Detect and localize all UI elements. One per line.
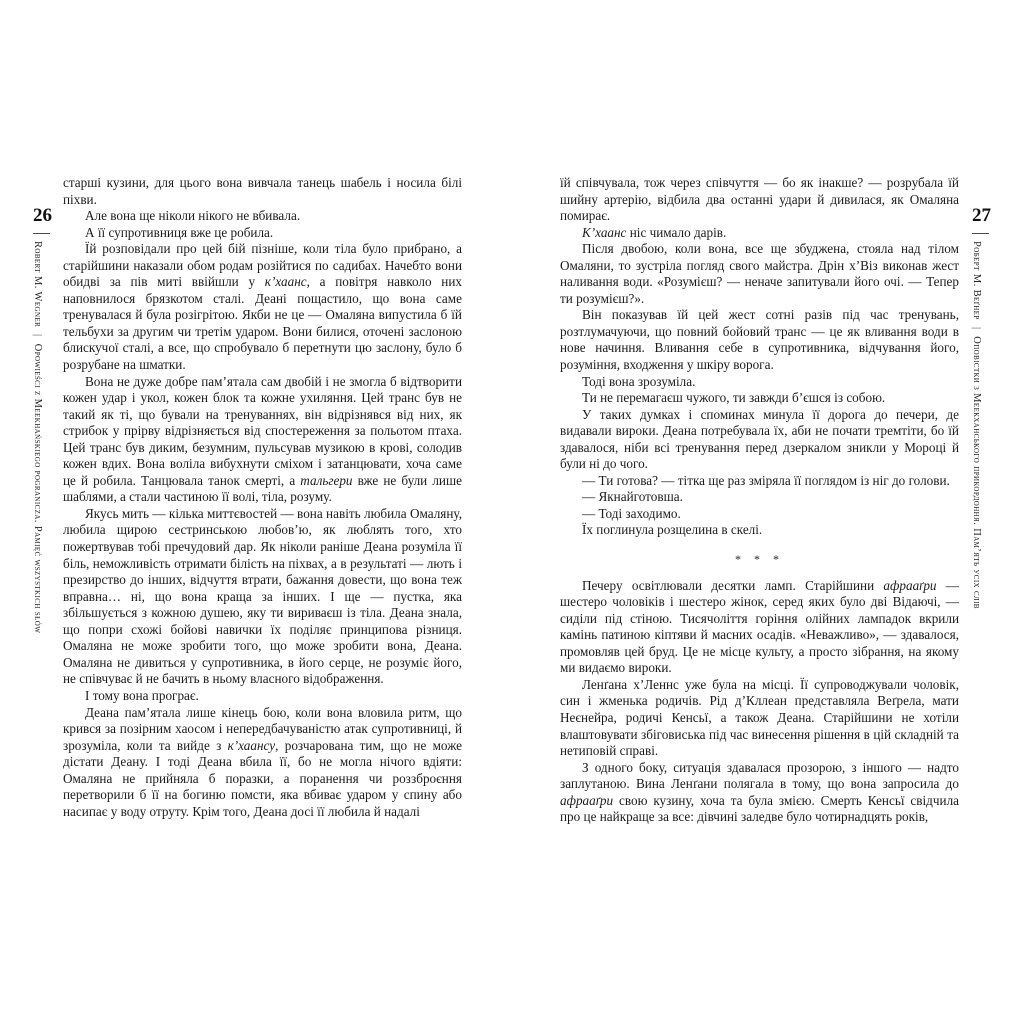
text-run: — Тоді заходимо. — [582, 505, 681, 521]
text-run: Тоді вона зрозуміла. — [582, 373, 696, 389]
text-paragraph — [63, 175, 462, 208]
text-run: Ти не перемагаєш чужого, ти завжди б’єшся із собою. — [582, 390, 886, 406]
folio-divider-rule-right — [972, 233, 989, 234]
text-paragraph — [560, 407, 959, 473]
text-paragraph — [560, 522, 959, 539]
italic-term: афрааґри — [560, 792, 614, 808]
text-paragraph — [560, 241, 959, 307]
margin-caption-divider-left: | — [32, 334, 43, 337]
text-paragraph — [63, 705, 462, 821]
text-paragraph — [63, 688, 462, 705]
margin-caption-left — [32, 241, 43, 633]
text-run: — Ти готова? — тітка ще раз зміряла її поглядом із ніг до голови. — [582, 472, 950, 488]
margin-author-left: Robert M. Wegner — [32, 241, 43, 328]
text-paragraph — [560, 760, 959, 826]
text-paragraph — [560, 473, 959, 490]
text-run: Деана пам’ятала лише кінець бою, коли вона вловила ритм, що крився за позірним хаосом і непередбачуваністю атак супротивниці, й зрозуміла, коли та вийде з — [63, 704, 462, 753]
text-paragraph — [63, 208, 462, 225]
text-paragraph — [560, 225, 959, 242]
text-paragraph — [560, 307, 959, 373]
text-run: А її супротивниця вже це робила. — [85, 224, 274, 240]
text-paragraph — [63, 506, 462, 688]
text-run: — Якнайготовша. — [582, 489, 683, 505]
text-run: , а повітря навколо них наповнилося брязкотом сталі. Деані пощастило, що вона саме тренувалася й була розігрітою. Якби не це — Омаляна випустила б їй тельбухи за другим чи третім ударом. Вони билися, оточені заслоною блискучої сталі, а все, що спробувало б перетнути цю заслону, було б розрубане на шматки. — [63, 274, 462, 373]
text-run: їй співчувала, тож через співчуття — бо як інакше? — розрубала їй шийну артерію, відбила два останні удари й дивилася, як Омаляна помирає. — [560, 175, 959, 224]
text-column-page-27 — [560, 175, 959, 826]
italic-term: К’хаанс — [582, 224, 627, 240]
scene-break-separator: * * * — [735, 552, 784, 567]
text-run: ніс чимало дарів. — [626, 224, 727, 240]
text-run: старші кузини, для цього вона вивчала танець шабель і носила білі піхви. — [63, 175, 462, 207]
text-paragraph — [560, 390, 959, 407]
italic-term: афрааґри — [883, 577, 937, 593]
text-run: Їх поглинула розщелина в скелі. — [582, 522, 763, 538]
text-run: Вона не дуже добре пам’ятала сам двобій і не змогла б відтворити кожен удар і укол, кожен блок та кожне ухиляння. Цей транс був не такий як ті, що бували на тренуваннях, він відрізнявся від них, як стрибок у прірву відрізняється від спостереження за польотом птаха. Цей транс був диким, безумним, пульсував музикою в крові, солодив кожен вдих. Вона воліла вибухнути сміхом і затанцювати, хоча саме це й робила. Танцювала танок смерті, а — [63, 373, 462, 488]
text-run: Печеру освітлювали десятки ламп. Старійшини — [582, 577, 884, 593]
italic-term: к’хаанс — [264, 274, 307, 290]
text-run: Їй розповідали про цей бій пізніше, коли тіла було прибрано, а старійшини наказали обом родам розійтися по садибах. Начебто вони обидві за пів миті ввійшли у — [63, 241, 462, 290]
text-paragraph — [560, 677, 959, 760]
margin-title-left: Opowieści z Meekhańskiego pogranicza. Pamięć wszystkich słów — [32, 343, 43, 634]
text-paragraph — [63, 374, 462, 506]
margin-author-right: Роберт М. Веґнер — [971, 241, 982, 320]
text-run: Він показував їй цей жест сотні разів під час тренувань, розтлумачуючи, що повний бойовий транс — це як вливання води в нове начиння. Вливання себе в супротивника, відчування його, розуміння, входження у шкіру ворога. — [560, 307, 959, 373]
text-run: — шестеро чоловіків і шестеро жінок, серед яких було дві Відаючі, — сиділи під стіною. Тисячоліття горіння олійних лампадок вкрили камінь патиною кіптяви й масних осадів. «Неважливо», — здавалося, промовляв цей бруд. Це не місце культу, а просто зібрання, на якому ми видаємо вироки. — [560, 577, 959, 676]
text-run: У таких думках і споминах минула її дорога до печери, де видавали вироки. Деана потребувала їх, аби не почати тремтіти, бо їй здавалося, ніби всі тренування перед дзеркалом зникли у Мороці й були ні до чого. — [560, 406, 959, 472]
text-run: І тому вона програє. — [85, 687, 199, 703]
italic-term: тальгери — [300, 472, 353, 488]
text-run: Якусь мить — кілька миттєвостей — вона навіть любила Омаляну, любила щирою сестринською любов’ю, як люблять того, хто пожертвував тобі пречудовий дар. Як ніколи раніше Деана розуміла її біль, неможливість отримати білість на піхвах, а в результаті — лють і презирство до інших, відчуття втрати, бажання довести, що вона теж вправна… ні, що вона краща за інших. І ще — пустка, яка збільшується з кожною душею, яку ти вириваєш із тіла. Деана знала, що попри схожі бойові навички їх поділяє принципова різниця. Омаляна не може зробити того, що може зробити вона, Деана. Омаляна не дивиться у супротивника, в його серце, не розуміє його, не співчуває й не бачить в ньому власного відображення. — [63, 505, 462, 687]
margin-title-right: Оповістки з Меекханського прикордоння. Пам’ять усіх слів — [971, 336, 982, 609]
text-paragraph — [560, 374, 959, 391]
text-run: Після двобою, коли вона, все ще збуджена, стояла над тілом Омаляни, то зустріла погляд свого майстра. Дрін х’Віз виконав жест наливання води. «Розумієш? — неначе запитували його очі. — Тепер ти розумієш?». — [560, 241, 959, 306]
text-paragraph — [560, 578, 959, 677]
text-paragraph — [560, 506, 959, 523]
text-paragraph — [63, 241, 462, 373]
text-run: Але вона ще ніколи нікого не вбивала. — [85, 208, 301, 224]
page-number-left: 26 — [33, 205, 52, 226]
text-paragraph — [560, 175, 959, 225]
folio-divider-rule-left — [33, 233, 50, 234]
italic-term: к’хаансу — [227, 737, 276, 753]
margin-caption-right — [971, 241, 982, 609]
page-number-right: 27 — [972, 205, 991, 226]
text-paragraph — [63, 225, 462, 242]
text-column-page-26 — [63, 175, 462, 820]
margin-caption-divider-right: | — [971, 326, 982, 330]
text-run: Ленґана х’Леннс уже була на місці. Її супроводжували чоловік, син і жменька родичів. Рід д’Кллеан представляла Веґрела, мати Неєнейра, родичі Кенсьї, а також Деана. Старійшини не хотіли влаштовувати збіговиська під час винесення рішення в цій складній та нетиповій справі. — [560, 676, 959, 759]
text-run: , розчарована тим, що не може дістати Деану. І тоді Деана вбила її, бо не могла нічого вдіяти: Омаляна не прийняла б поразки, а поранення чи роззброєння перетворили б її на богиню помсти, яка вбиває ударом у спину або насипає у воду отруту. Крім того, Деана досі її любила й надалі — [63, 737, 462, 819]
text-run: свою кузину, хоча та була змією. Смерть Кенсьї свідчила про це найкраще за все: дівчині заледве було чотирнадцять років, — [560, 792, 959, 825]
text-run: вже не були лише шаблями, а стали частиною її волі, тіла, розуму. — [63, 472, 462, 505]
text-run: З одного боку, ситуація здавалася прозорою, з іншого — надто заплутаною. Вина Ленґани полягала в тому, що вона запросила до — [560, 759, 959, 792]
text-paragraph — [560, 489, 959, 506]
